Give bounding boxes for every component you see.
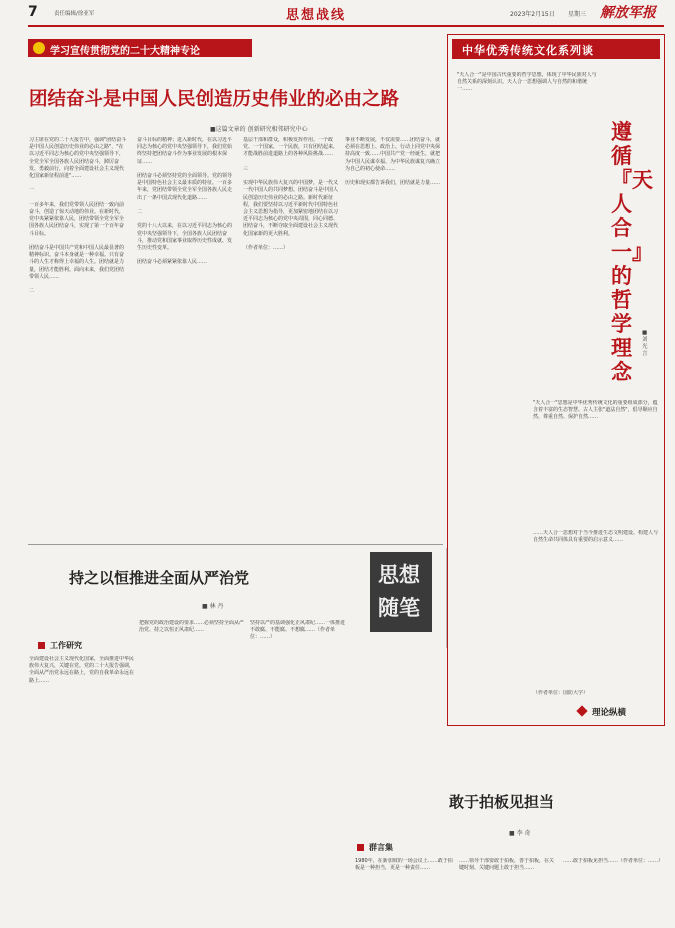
sidebar-footer: （作者单位：国防大学）	[533, 690, 589, 696]
section-name: 思想战线	[286, 8, 347, 23]
article1-column-3: 基层干部和群众，积极发挥作用。一个政党、一个国家，一个民族，只有团结起来，才能战胜前进道路上的各种风险挑战…… 三 实现中华民族伟大复兴的中国梦，是一代又一代中国人的共同梦想。团结奋斗是中国人民创造历史伟业的必由之路。新时代新征程，我们要坚持以习近平新时代中国特色社会主义思想为指导，更加紧密地团结在以习近平同志为核心的党中央周围，同心同德、团结奋斗，不断夺取全面建设社会主义现代化国家新的更大胜利。 （作者单位：……）	[243, 137, 339, 252]
topic-banner	[28, 39, 252, 57]
essay-calligraphy-panel	[350, 548, 447, 648]
banner-label: 学习宣传贯彻党的二十大精神专论	[50, 46, 200, 57]
article2-column-2: 把握党的政治建设的要求……必须坚持全面从严治党、持之以恒正风肃纪……	[139, 620, 245, 634]
party-emblem-icon	[33, 42, 45, 54]
article1-title: 团结奋斗是中国人民创造历史伟业的必由之路	[29, 89, 400, 110]
calligraphy-text: 思想随笔	[378, 562, 420, 620]
sidebar-series-header	[452, 39, 660, 59]
article3-column-2: ……领导干部要敢于拍板，善于拍板，在关键时刻、关键问题上敢于担当……	[459, 858, 555, 872]
article2-column-3: 坚持以严的基调强化正风肃纪……一体推进不敢腐、不能腐、不想腐……（作者单位：……）	[250, 620, 346, 641]
article1-column-4: 事业不断发展，不仅需要……团结奋斗，就必须在思想上、政治上、行动上同党中央保持高度一致……中国共产党一经诞生，就把为中国人民谋幸福、为中华民族谋复兴确立为自己的初心使命…… 历史和现实都告诉我们，团结就是力量……	[345, 137, 441, 187]
sidebar-title: 遵循『天人合一』的哲学理念	[611, 120, 653, 384]
article2-byline: ■ 林 丹	[202, 603, 224, 610]
tag-mark-icon-2	[357, 844, 364, 851]
series-label: 中华优秀传统文化系列谈	[462, 44, 594, 57]
article1-byline: ■这篇文章的 创新研究相邻研究中心	[210, 126, 308, 133]
article2-title: 持之以恒推进全面从严治党	[69, 569, 250, 587]
sidebar-column-1: "天人合一"是中国古代重要的哲学思想，体现了中华民族对人与自然关系的深刻认识。天人合一思想强调人与自然的和谐统一……	[457, 72, 597, 93]
article1-column-2: 奋斗目标的精神；进入新时代，在以习近平同志为核心的党中央坚强领导下，我们党始终坚持把团结奋斗作为事业发展的根本保证…… 团结奋斗必须坚持党的全面领导。党的领导是中国特色社会主义最本质的特征。一百多年来，党团结带领全党全军全国各族人民走出了一条中国式现代化道路…… 二 党的十八大以来，在以习近平同志为核心的党中央坚强领导下，全国各族人民团结奋斗，推动党和国家事业取得历史性成就、发生历史性变革。 团结奋斗必须紧紧依靠人民……	[137, 137, 233, 266]
tag-mark-icon	[38, 642, 45, 649]
article3-title: 敢于拍板见担当	[449, 793, 555, 811]
page-number: 7	[28, 4, 38, 20]
article1-column-1: 习主席在党的二十大报告中，强调"团结奋斗是中国人民创造历史伟业的必由之路"，"在以习近平同志为核心的党中央坚强领导下，全党全军全国各族人民团结奋斗，踔厉奋发、勇毅前行，向着全面建设社会主义现代化国家新征程前进"…… 一 一百多年来，我们党带领人民团结一致向前奋斗，创造了惊天动地的伟业。在新时代，党中央紧紧依靠人民，团结带领全党全军全国各族人民团结奋斗，实现了第一个百年奋斗目标。 团结奋斗是中国共产党和中国人民最显著的精神标识。奋斗本身就是一种幸福。只有奋斗的人生才称得上幸福的人生。团结就是力量，团结才能胜利。面向未来，我们党团结带领人民…… 二	[29, 137, 127, 295]
sidebar-column-2: "天人合一"思想是中华优秀传统文化的重要组成部分，蕴含着丰富的生态智慧。古人主张"道法自然"，倡导顺应自然、尊重自然、保护自然……	[533, 400, 658, 421]
article3-column-3: ……敢于拍板见担当……（作者单位：……）	[563, 858, 663, 864]
lower-section-divider	[28, 544, 443, 545]
newspaper-logo: 解放军报	[600, 5, 656, 21]
sidebar-author: ■刘 光 言	[642, 330, 648, 357]
issue-weekday: 星期三	[568, 11, 587, 18]
editors-label: 责任编辑/徐亚军	[54, 11, 95, 17]
masthead	[0, 0, 675, 27]
article3-tag-label: 群言集	[369, 843, 393, 852]
article2-column-1: 全面建设社会主义现代化国家，全面推进中华民族伟大复兴，关键在党。党的二十大报告强调，全面从严治党永远在路上，党的自我革命永远在路上……	[29, 656, 135, 684]
issue-date: 2023年2月15日	[510, 11, 555, 18]
article3-column-1: 1980年，在新加坡的一场会议上……敢于拍板是一种担当，更是一种责任……	[355, 858, 453, 872]
sidebar-column-3: ……天人合一思想对于当今推进生态文明建设、构建人与自然生命共同体具有重要的启示意义……	[533, 530, 658, 544]
article2-tag-label: 工作研究	[50, 641, 82, 650]
masthead-divider	[28, 25, 664, 27]
article3-byline: ■ 李 奇	[509, 830, 531, 837]
section-tag-label: 理论纵横	[592, 708, 627, 718]
